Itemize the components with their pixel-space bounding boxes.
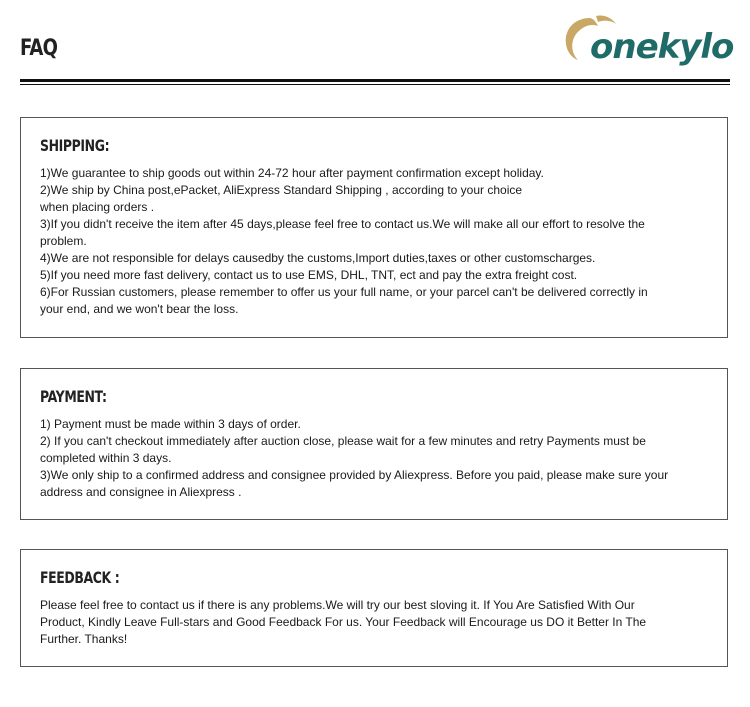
feedback-title: FEEDBACK : xyxy=(40,568,120,587)
payment-line: address and consignee in Aliexpress . xyxy=(40,485,242,499)
feedback-line: Further. Thanks! xyxy=(40,632,128,646)
shipping-line: 2)We ship by China post,ePacket, AliExpress Standard Shipping , according to your choice xyxy=(40,183,523,197)
page-header xyxy=(20,0,734,88)
shipping-section xyxy=(20,117,728,338)
brand-logo xyxy=(560,12,734,72)
header-divider-thin xyxy=(20,84,730,85)
feedback-line: Please feel free to contact us if there is any problems.We will try our best sloving it. If You Are Satisfied With Our xyxy=(40,598,635,612)
payment-line: 3)We only ship to a confirmed address and consignee provided by Aliexpress. Before you paid, please make sure your xyxy=(40,468,669,482)
logo-wordmark: onekylo xyxy=(590,27,734,67)
payment-title: PAYMENT: xyxy=(40,387,107,406)
header-divider-thick xyxy=(20,79,730,82)
payment-line: 2) If you can't checkout immediately after auction close, please wait for a few minutes and retry Payments must be xyxy=(40,434,646,448)
feedback-section xyxy=(20,549,728,667)
shipping-line: your end, and we won't bear the loss. xyxy=(40,302,239,316)
shipping-line: 3)If you didn't receive the item after 45 days,please feel free to contact us.We will make all our effort to resolve the xyxy=(40,217,645,231)
payment-section xyxy=(20,368,728,520)
shipping-line: 6)For Russian customers, please remember to offer us your full name, or your parcel can't be delivered correctly in xyxy=(40,285,648,299)
feedback-line: Product, Kindly Leave Full-stars and Good Feedback For us. Your Feedback will Encourage us DO it Better In The xyxy=(40,615,647,629)
shipping-line: 1)We guarantee to ship goods out within 24-72 hour after payment confirmation except holiday. xyxy=(40,166,544,180)
payment-line: 1) Payment must be made within 3 days of order. xyxy=(40,417,301,431)
page-title: FAQ xyxy=(20,36,58,61)
payment-line: completed within 3 days. xyxy=(40,451,172,465)
shipping-line: when placing orders . xyxy=(40,200,155,214)
shipping-line: problem. xyxy=(40,234,87,248)
shipping-title: SHIPPING: xyxy=(40,136,110,155)
shipping-line: 4)We are not responsible for delays causedby the customs,Import duties,taxes or other customscharges. xyxy=(40,251,596,265)
shipping-line: 5)If you need more fast delivery, contact us to use EMS, DHL, TNT, ect and pay the extra freight cost. xyxy=(40,268,578,282)
